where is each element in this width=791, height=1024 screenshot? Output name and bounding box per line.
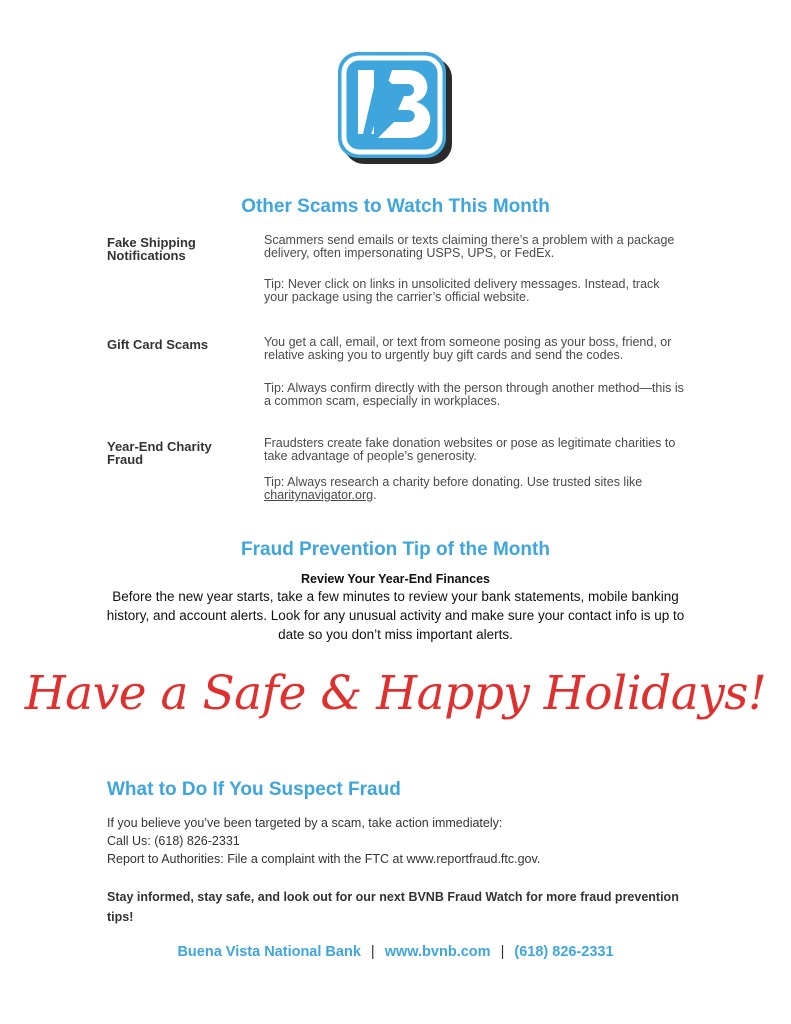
tip-body: Before the new year starts, take a few minutes to review your bank statements, mobile banking history, and account alerts. Look for any unusual activity and make sure your contact info is up to date so you don’t miss important alerts. — [106, 589, 685, 642]
tip-subheading: Review Your Year-End Finances — [301, 572, 490, 586]
footer-phone[interactable]: (618) 826-2331 — [514, 944, 614, 960]
report-line — [107, 850, 707, 868]
scam-desc-giftcard: You get a call, email, or text from someone posing as your boss, friend, or relative asking you to urgently buy gift cards and send the codes. — [264, 335, 672, 362]
scam-tip-shipping: Tip: Never click on links in unsolicited delivery messages. Instead, track your package using the carrier’s official website. — [264, 277, 660, 304]
footer-separator: | — [370, 944, 375, 960]
suspect-heading: What to Do If You Suspect Fraud — [107, 779, 401, 800]
scam-tip-giftcard: Tip: Always confirm directly with the person through another method—this is a common scam, especially in workplaces. — [264, 381, 684, 408]
scam-tip-charity — [264, 476, 684, 502]
charity-navigator-link[interactable]: charitynavigator.org — [264, 488, 374, 502]
call-phone[interactable]: (618) 826-2331 — [154, 834, 240, 848]
bank-logo — [338, 52, 454, 166]
tip-heading: Fraud Prevention Tip of the Month — [241, 539, 550, 560]
scam-desc-shipping: Scammers send emails or texts claiming there’s a problem with a package delivery, often impersonating USPS, UPS, or FedEx. — [264, 233, 675, 260]
scam-tip-charity-prefix: Tip: Always research a charity before donating. Use trusted sites like — [264, 475, 643, 489]
scams-heading: Other Scams to Watch This Month — [241, 196, 550, 217]
scam-title-shipping: Fake Shipping Notifications — [107, 235, 196, 263]
suspect-intro: If you believe you’ve been targeted by a scam, take action immediately: — [107, 816, 503, 830]
report-label: Report to Authorities: — [107, 852, 224, 866]
scam-title-giftcard: Gift Card Scams — [107, 337, 209, 352]
scam-desc-charity: Fraudsters create fake donation websites or pose as legitimate charities to take advantage of people’s generosity. — [264, 436, 676, 463]
call-line — [107, 832, 707, 850]
closing-message: Stay informed, stay safe, and look out for our next BVNB Fraud Watch for more fraud prevention tips! — [107, 890, 679, 924]
footer-website[interactable]: www.bvnb.com — [384, 944, 491, 960]
footer — [0, 944, 791, 960]
holiday-message: Have a Safe & Happy Holidays! — [24, 666, 767, 721]
footer-bank-name: Buena Vista National Bank — [177, 944, 361, 960]
footer-separator: | — [500, 944, 505, 960]
report-text: File a complaint with the FTC at www.reportfraud.ftc.gov. — [227, 852, 541, 866]
call-label: Call Us: — [107, 834, 151, 848]
scam-title-charity: Year-End Charity Fraud — [107, 439, 212, 467]
scam-tip-charity-suffix: . — [373, 488, 377, 502]
